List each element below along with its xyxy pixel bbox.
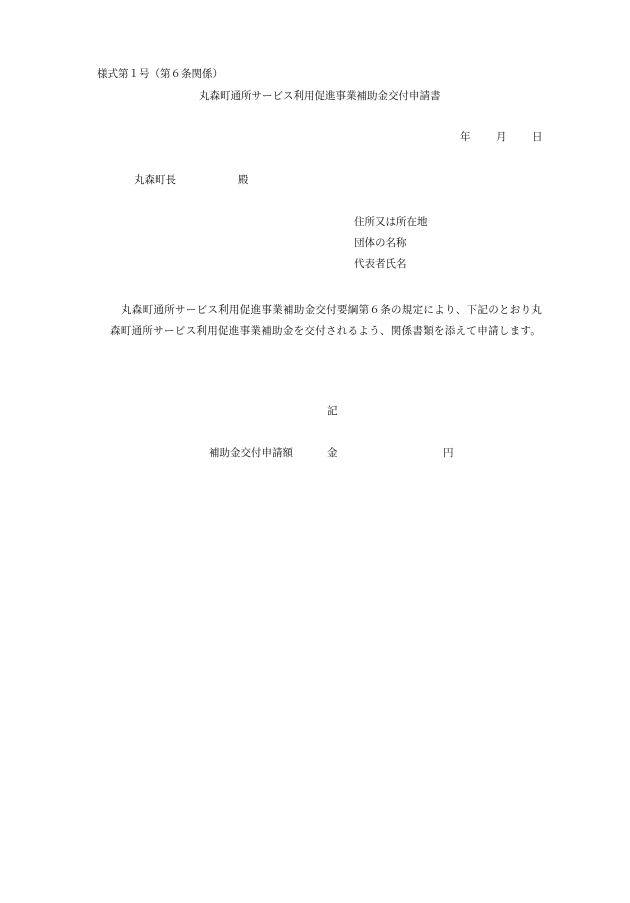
subsidy-amount-label: 補助金交付申請額 xyxy=(209,447,293,459)
record-heading: 記 xyxy=(327,405,338,417)
application-body-text: 丸森町通所サービス利用促進事業補助金交付要綱第６条の規定により、下記のとおり丸森町通所サービス利用促進事業補助金を交付されるよう、関係書類を添えて申請します。 xyxy=(110,304,543,337)
addressee-name: 丸森町長 xyxy=(134,174,176,186)
document-title: 丸森町通所サービス利用促進事業補助金交付申請書 xyxy=(199,90,441,102)
amount-prefix: 金 xyxy=(327,447,338,459)
applicant-representative-label: 代表者氏名 xyxy=(354,258,407,270)
applicant-organization-label: 団体の名称 xyxy=(354,237,407,249)
date-month-label: 月 xyxy=(496,131,507,143)
form-number: 様式第１号（第６条関係） xyxy=(97,68,223,80)
amount-unit: 円 xyxy=(443,447,454,459)
date-day-label: 日 xyxy=(532,131,543,143)
applicant-address-label: 住所又は所在地 xyxy=(354,216,428,228)
date-year-label: 年 xyxy=(460,131,471,143)
addressee-honorific: 殿 xyxy=(238,174,249,186)
